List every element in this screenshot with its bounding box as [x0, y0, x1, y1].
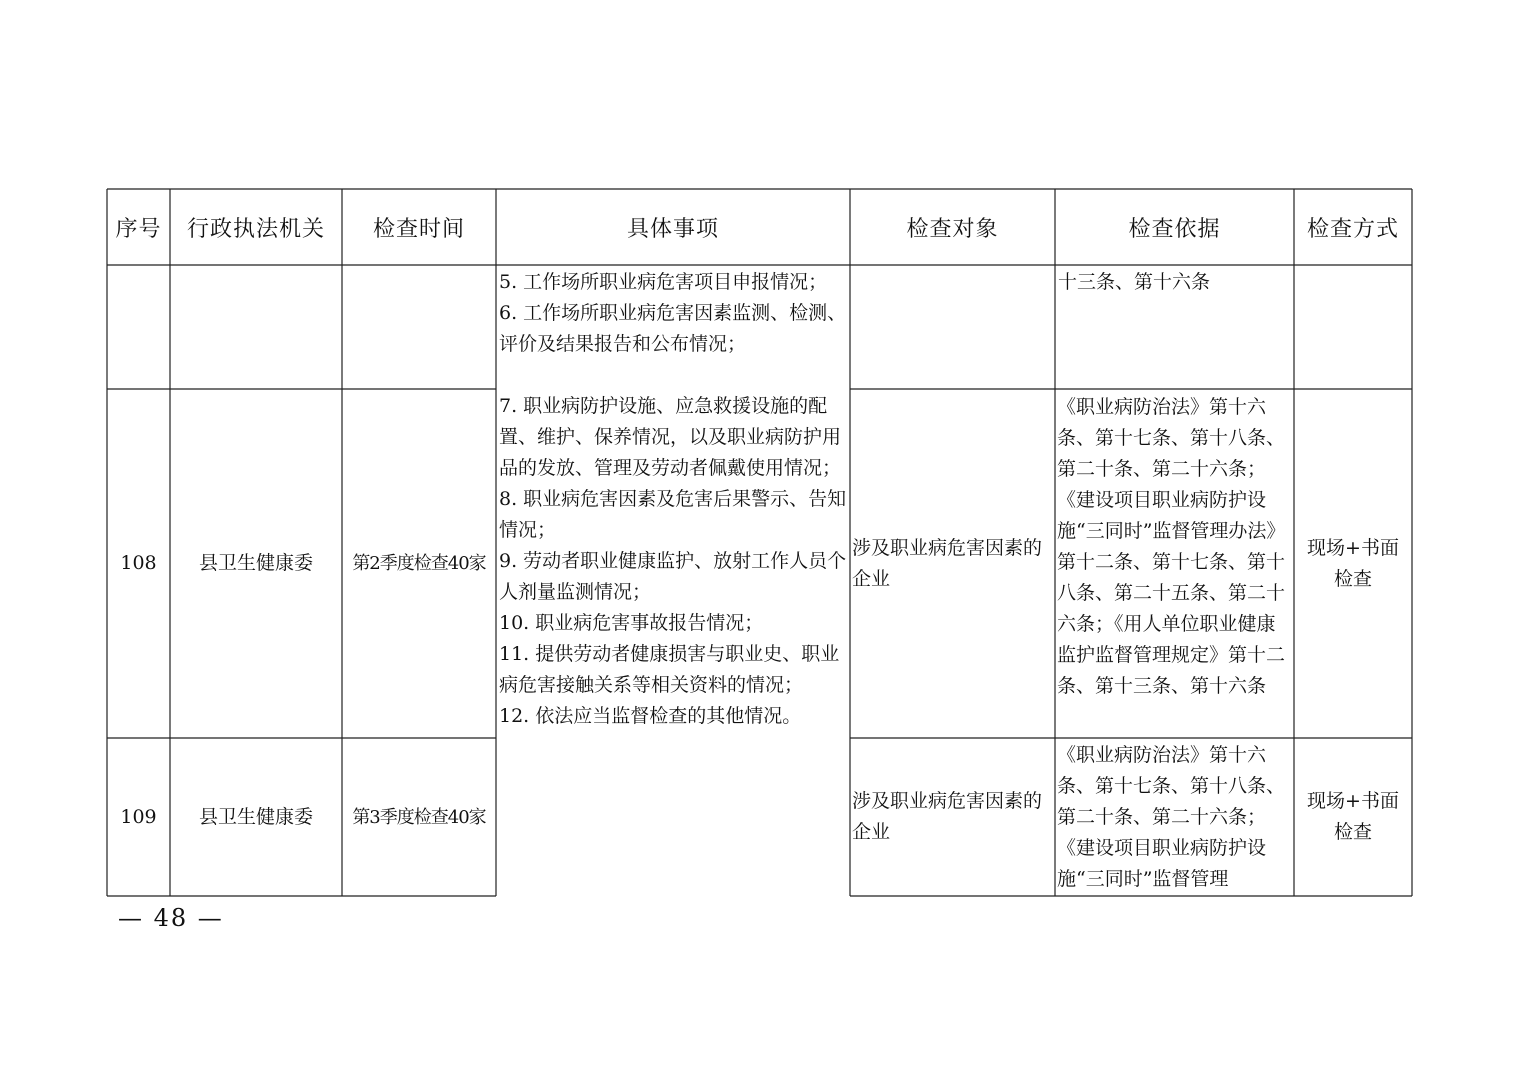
header-method: 检查方式 — [1306, 216, 1399, 242]
row-108-basis: 《职业病防治法》第十六条、第十七条、第十八条、第二十条、第二十六条；《建设项目职业病防护设施“三同时”监督管理办法》第十二条、第十七条、第十八条、第二十五条、第二十六条；《用人单位职业健康监护监督管理规定》第十二条、第十三条、第十六条 — [1057, 396, 1286, 697]
row-108-target — [850, 389, 1055, 738]
row-108-agency: 县卫生健康委 — [198, 552, 313, 574]
merged-items-cell: 7. 职业病防护设施、应急救援设施的配置、维护、保养情况，以及职业病防护用品的发放、管理及劳动者佩戴使用情况； 8. 职业病危害因素及危害后果警示、告知情况； 9. 劳动者职业健康监护、放射工作人员个人剂量监测情况； 10. 职业病危害事故报告情况； 11. 提供劳动者健康损害与职业史、职业病危害接触关系等相关资料的情况； 12. 依法应当监督检查的其他情况。 — [499, 395, 847, 727]
header-items: 具体事项 — [626, 216, 719, 242]
continued-basis-cell: 十三条、第十六条 — [1058, 271, 1211, 293]
row-109-time: 第3季度检查40家 — [352, 806, 486, 828]
page-number: — 48 — — [118, 904, 224, 932]
header-agency: 行政执法机关 — [186, 216, 325, 242]
row-109-target — [850, 738, 1055, 896]
header-no: 序号 — [115, 216, 162, 242]
row-109-no: 109 — [120, 805, 157, 828]
row-109-agency: 县卫生健康委 — [198, 805, 313, 828]
continued-items-cell: 5. 工作场所职业病危害项目申报情况； 6. 工作场所职业病危害因素监测、检测、评价及结果报告和公布情况； — [499, 271, 847, 355]
row-108-time: 第2季度检查40家 — [352, 553, 486, 574]
row-108-method: 现场+书面检查 — [1307, 536, 1399, 590]
row-109-basis: 《职业病防治法》第十六条、第十七条、第十八条、第二十条、第二十六条；《建设项目职业病防护设施“三同时”监督管理 — [1057, 744, 1286, 890]
row-109-method: 现场+书面检查 — [1307, 790, 1399, 843]
header-time: 检查时间 — [372, 216, 465, 242]
row-109-target-text: 涉及职业病危害因素的企业 — [852, 790, 1043, 843]
header-basis: 检查依据 — [1128, 216, 1221, 242]
row-108-no: 108 — [120, 552, 157, 574]
header-target: 检查对象 — [906, 216, 999, 242]
row-108-target-text: 涉及职业病危害因素的企业 — [852, 536, 1043, 590]
